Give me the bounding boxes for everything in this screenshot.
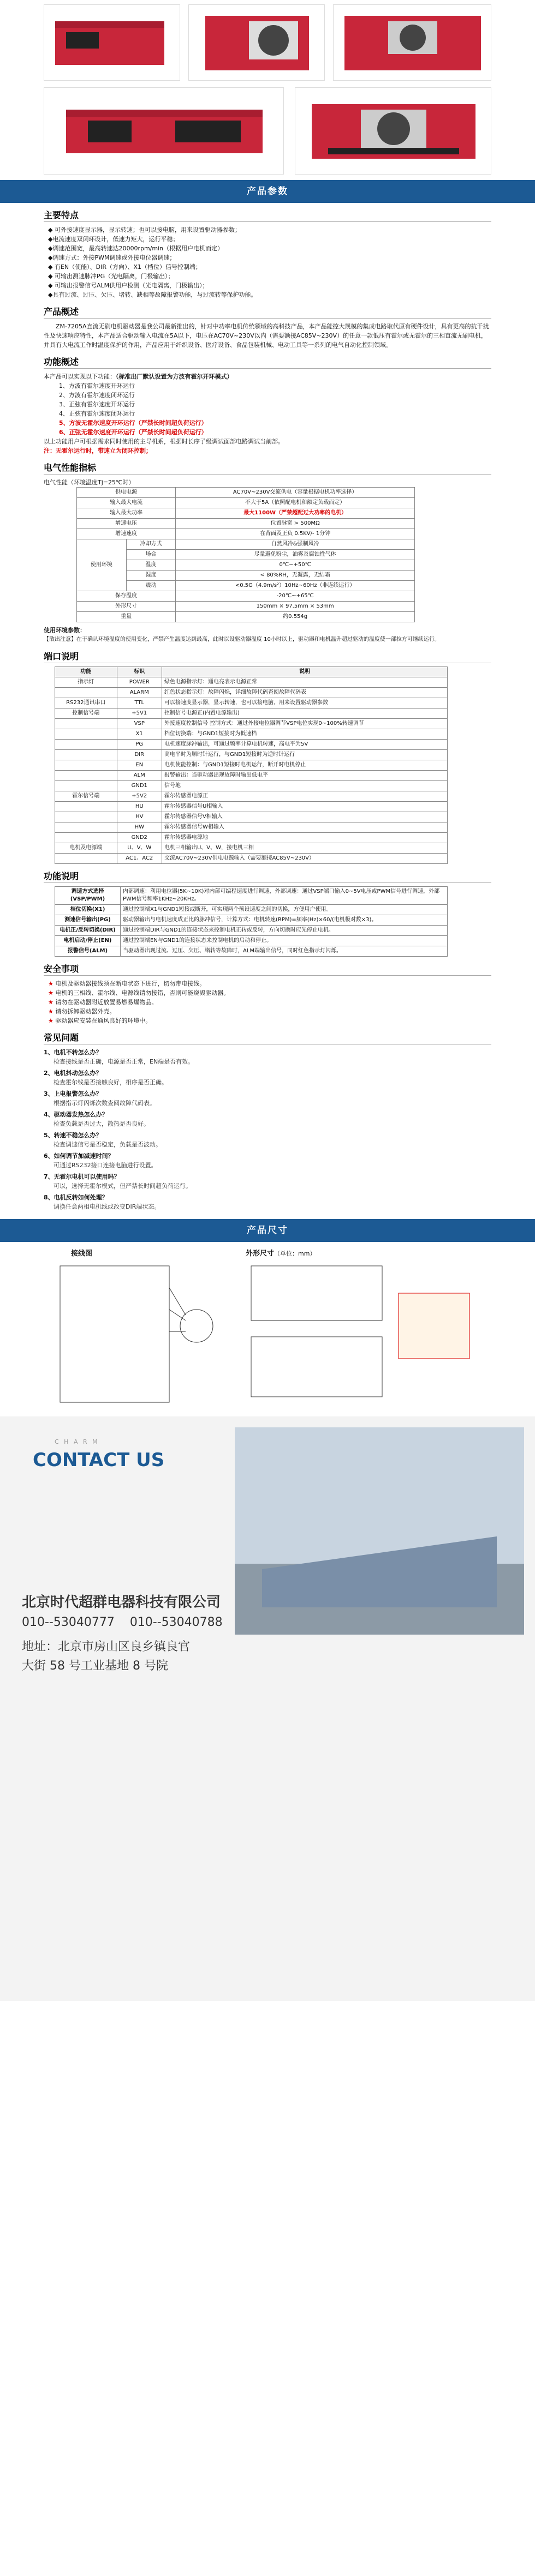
func-detail-heading: 功能说明 [44,872,491,883]
function-item: 4、正弦有霍尔速度闭环运行 [59,410,135,417]
function-item: 5、方波无霍尔速度开环运行（严禁长时间超负荷运行） [59,419,207,427]
feature-item: ◆电流速度双闭环设计，低速力矩大，运行平稳； [48,236,179,243]
port-row: X1 档位切换端：与GND1短接时为低速档 [55,729,448,740]
port-row: DIR 高电平时为顺时针运行，与GND1短接时为逆时针运行 [55,750,448,760]
safety-heading: 安全事项 [44,964,491,976]
star-icon: ★ [48,999,54,1006]
functions-tail-note: 注：无霍尔运行时，带速立为闭环控制； [44,447,152,454]
dimensions-section [44,1247,491,1411]
usage-note: 使用环境参数： [44,627,86,634]
company-address-2: 大街 58 号工业基地 8 号院 [22,1659,168,1673]
safety-list [44,979,491,1025]
functions-heading: 功能概述 [44,357,491,369]
outline-label: 外形尺寸（单位：mm） [246,1250,316,1258]
function-item: 1、方波有霍尔速度开环运行 [59,382,135,389]
port-row: HV 霍尔传感器信号V相输入 [55,812,448,822]
section-banner-params: 产品参数 [0,180,535,203]
company-address-1: 地址：北京市房山区良乡镇良官 [22,1640,191,1654]
func-row: 测速信号输出(PG) 驱动器输出与电机速度成正比的脉冲信号，计算方式：电机转速(RPM)=频率(Hz)×60/(电机极对数×3)。 [55,915,448,926]
product-photo-mid [188,4,325,81]
port-row: 电机及电源端 U、V、W 电机三相输出U、V、W，接电机三相 [55,843,448,854]
func-row: 调速方式选择(VSP/PWM) 内部调速：利用电位器(5K~10K)对内部可编程速度进行调速，外部调速：通过VSP端口输入0~5V电压或PWM信号进行调速，外部PWM信号频率1KHz~20KHz。 [55,887,448,905]
function-item: 6、正弦无霍尔速度开环运行（严禁长时间超负荷运行） [59,429,207,436]
company-phone: 010--53040777 010--53040788 [22,1616,223,1629]
function-item: 3、正弦有霍尔速度开环运行 [59,401,135,408]
product-photos [0,0,535,180]
port-row: GND2 霍尔传感器电源地 [55,833,448,843]
wiring-label: 接线图 [71,1250,93,1258]
functions-list [55,381,491,437]
star-icon: ★ [48,989,54,996]
faq-item: 1、电机不转怎么办？ 检查接线是否正确，电源是否正常，EN端是否有效。 [44,1049,194,1065]
outline-diagram [240,1260,480,1408]
star-icon: ★ [48,1008,54,1015]
faq-item: 7、无霍尔电机可以使用吗？ 可以，选择无霍尔模式，但严禁长时间超负荷运行。 [44,1173,192,1190]
feature-item: ◆具有过流、过压、欠压、堵转、缺相等故障报警功能，与过流转等保护功能。 [48,291,257,298]
faq-list [44,1048,491,1211]
faq-heading: 常见问题 [44,1033,491,1044]
product-photo-large [44,87,284,175]
functions-note: （标准出厂默认设置为方波有霍尔开环模式） [116,373,233,380]
features-list [44,225,491,299]
feature-item: ◆ 有EN（使能）、DIR（方向）、X1（档位）信号控制端； [48,263,202,271]
port-row: ALM 报警输出：当驱动器出现故障时输出低电平 [55,771,448,781]
func-row: 电机启动/停止(EN) 通过控制端EN与GND1的连接状态来控制电机的启动和停止。 [55,936,448,946]
overview-heading: 产品概述 [44,307,491,319]
product-photo-fan [295,87,491,175]
feature-item: ◆ 可外接速度显示器，显示转速；也可以接电脑，用来设置驱动器参数； [48,226,241,233]
port-row: 控制信号端 +5V1 控制信号电源正(内置电源输出) [55,708,448,719]
safety-item: ★ 电机的三相线、霍尔线、电源线请勿接错，否则可能烧毁驱动器。 [48,989,230,996]
safety-item: ★ 电机及驱动器接线须在断电状态下进行，切勿带电接线。 [48,980,206,987]
func-row: 档位切换(X1) 通过控制端X1与GND1短接或断开，可实现两个预设速度之间的切换，方便用户使用。 [55,905,448,915]
safety-item: ★ 请勿拆卸驱动器外壳。 [48,1008,116,1015]
port-row: GND1 信号地 [55,781,448,791]
function-item: 2、方波有霍尔速度闭环运行 [59,392,135,399]
product-photo-right [333,4,491,81]
func-row: 电机正/反转切换(DIR) 通过控制端DIR与GND1的连接状态来控制电机正转或反转，方向切换时应先停止电机。 [55,926,448,936]
contact-small: C H A R M [55,1438,99,1445]
port-row: ALARM 红色状态指示灯：故障闪烁，详细故障代码查阅故障代码表 [55,688,448,698]
functions-tail: 以上功能用户可根据需求同时使用的主导机系，根据时长序子级调试面部电路调试当前部。 [44,438,284,445]
electrical-subtitle: 电气性能（环境温度Tj=25℃时） [44,479,135,486]
electrical-heading: 电气性能指标 [44,463,491,475]
wiring-diagram [55,1260,218,1408]
feature-item: ◆调速范围宽，最高转速达20000rpm/min（根据用户电机而定） [48,245,224,252]
features-heading: 主要特点 [44,211,491,222]
contact-title: CONTACT US [33,1449,165,1471]
port-row: 霍尔信号端 +5V2 霍尔传感器电源正 [55,791,448,802]
contact-section [0,1416,535,2001]
star-icon: ★ [48,980,54,987]
port-row: VSP 外接速度控制信号 控制方式：通过外接电位器调节VSP电位实现0~100%转速调节 [55,719,448,729]
star-icon: ★ [48,1017,54,1024]
electrical-table: 供电电源 AC70V~230V交流供电（容量根据电机功率选择） 输入最大电流 不大于5A（依照配电机和额定负载而定） 输入最大功率 最大1100W（严禁超配过大功率的电机） 增速电压 位置脉宽 > 500MΩ 增速速度 在背面及正负 0.5KV/- 1分钟 使用环境 冷却方式 自然风冷&强制风冷 场合 尽量避免粉尘，油雾及腐蚀性气体 温度 0℃~+50℃ 湿度 < 80%RH，无凝露，无结霜 震动 <0.5G（4.9m/s²）10Hz~60Hz（非连续运行） 保存温度 -20℃~+65℃ 外形尺寸 150mm × 97.5mm × 53mm 重量 约0.554g [76,487,415,622]
ports-table: 功能 标识 说明 指示灯 POWER 绿色电源指示灯：通电亮表示电源正常 ALARM 红色状态指示灯：故障闪烁，详细故障代码查阅故障代码表 RS232通讯串口 TTL 可以接速度显示器，显示转速，也可以接电脑，用来设置驱动器参数 控制信号端 +5V1 控制信号电源正(内置电源输出) VSP 外接速度控制信号 控制方式：通过外接电位器调节VSP电位实现0~100%转速调节 X1 档位切换端：与GND1短接时为低速档 PG 电机速度脉冲输出，可通过频率计算电机转速，高电平为5V DIR 高电平时为顺时针运行，与GND1短接时为逆时针运行 EN 电机使能控制：与GND1短接时电机运行，断开时电机停止 ALM 报警输出：当驱动器出现故障时输出低电平 GND1 信号地 霍尔信号端 +5V2 霍尔传感器电源正 HU 霍尔传感器信号U相输入 HV 霍尔传感器信号V相输入 HW 霍尔传感器信号W相输入 GND2 霍尔传感器电源地 电机及电源端 U、V、W 电机三相输出U、V、W，接电机三相 AC1、AC2 交流AC70V~230V供电电源输入（需要额接AC85V~230V） [55,666,448,864]
feature-item: ◆调速方式：外接PWM调速或外接电位器调速； [48,254,176,261]
usage-text: 【散出注意】在于确认环境温度的使用变化，严禁产生温度达到最高，此时以设驱动器温度 10小时以上，驱动器和电机温升超过驱动的温度使一部拉方可继续运行。 [44,637,440,643]
faq-item: 5、转速不稳怎么办？ 检查调速信号是否稳定，负载是否波动。 [44,1132,162,1148]
product-photo-left [44,4,180,81]
contact-photo [235,1427,524,1635]
port-row: HU 霍尔传感器信号U相输入 [55,802,448,812]
port-row: HW 霍尔传感器信号W相输入 [55,822,448,833]
func-detail-table [55,886,448,957]
func-row: 报警信号(ALM) 当驱动器出现过流、过压、欠压、堵转等故障时，ALM端输出信号，同时红色指示灯闪烁。 [55,946,448,957]
feature-item: ◆ 可输出报警信号ALM供用户检测（光电隔离，门极输出）； [48,282,209,289]
functions-intro: 本产品可以实现以下功能： [44,373,116,380]
port-row: EN 电机使能控制：与GND1短接时电机运行，断开时电机停止 [55,760,448,771]
faq-item: 8、电机反转如何处理？ 调换任意两相电机线或改变DIR端状态。 [44,1194,160,1210]
safety-item: ★ 驱动器应安装在通风良好的环境中。 [48,1017,152,1024]
section-banner-size: 产品尺寸 [0,1219,535,1242]
feature-item: ◆ 可输出测速脉冲PG（光电隔离，门极输出）； [48,273,174,280]
faq-item: 2、电机抖动怎么办？ 检查霍尔线是否接触良好，相序是否正确。 [44,1070,168,1086]
faq-item: 4、驱动器发热怎么办？ 检查负载是否过大，散热是否良好。 [44,1111,150,1127]
company-name: 北京时代超群电器科技有限公司 [22,1594,221,1611]
port-row: RS232通讯串口 TTL 可以接速度显示器，显示转速，也可以接电脑，用来设置驱动器参数 [55,698,448,708]
overview-text: ZM-7205A直流无刷电机驱动器是我公司最新推出的，针对中功率电机传统领域的高科技产品，本产品能控大规模的集成电路取代原有硬件设计，具有更高的抗干扰性及快速响应特性，本产品适合驱动输入电流在5A以下，电压在AC70V~230V以内（需要额接AC85V~230V）的任意一款低压有霍尔或无霍尔的三相直流无刷电机，并具有大电流工作时温度保护的作用，产品应用于纤织设备、医疗设备、食品包装机械、电动工具等一系列的电气自动化控制领域。 [44,323,489,349]
safety-item: ★ 请勿在驱动器附近放置易燃易爆物品。 [48,999,158,1006]
port-row: AC1、AC2 交流AC70V~230V供电电源输入（需要额接AC85V~230V） [55,854,448,864]
port-row: PG 电机速度脉冲输出，可通过频率计算电机转速，高电平为5V [55,740,448,750]
port-row: 指示灯 POWER 绿色电源指示灯：通电亮表示电源正常 [55,677,448,688]
ports-heading: 端口说明 [44,652,491,663]
faq-item: 6、如何调节加减速时间？ 可通过RS232接口连接电脑进行设置。 [44,1152,157,1169]
faq-item: 3、上电报警怎么办？ 根据指示灯闪烁次数查阅故障代码表。 [44,1090,156,1107]
spec-document [0,211,535,1211]
